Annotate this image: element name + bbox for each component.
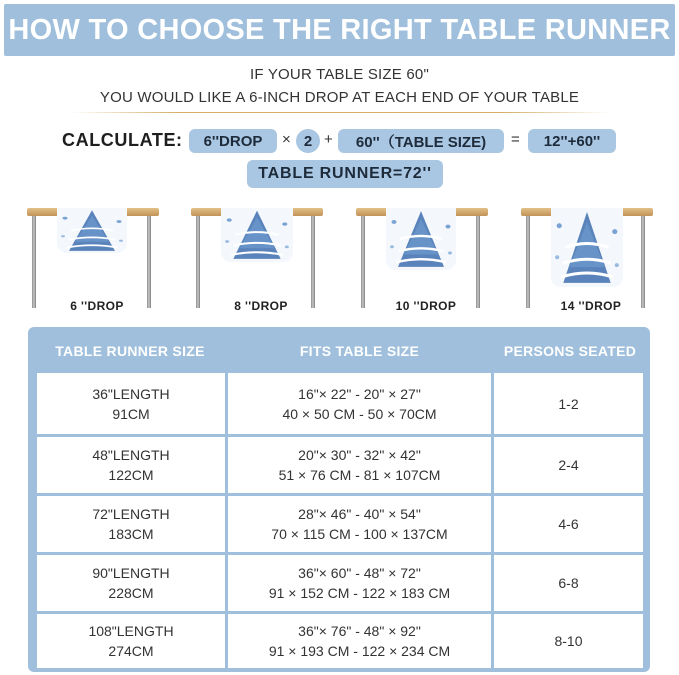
drop-label: 14 ''DROP: [560, 299, 622, 313]
persons-cell: [494, 373, 643, 434]
persons-seated-value: 4-6: [558, 516, 579, 532]
runner-length-inch: 90"LENGTH: [92, 565, 170, 581]
runner-drop: [386, 208, 456, 270]
drop-label: 6 ''DROP: [70, 299, 124, 313]
runner-length-inch: 72"LENGTH: [92, 506, 170, 522]
fits-size-inch: 16"× 22" - 20" × 27": [298, 385, 421, 402]
persons-seated-value: 6-8: [558, 575, 579, 591]
equals-sign: =: [511, 131, 520, 148]
table-row: [37, 614, 643, 668]
runner-size-cell: [37, 496, 225, 552]
persons-cell: [494, 437, 643, 493]
table-leg: [526, 216, 530, 308]
size-table: [28, 327, 650, 672]
persons-seated-value: 8-10: [554, 633, 583, 649]
fits-table-cell: [228, 437, 491, 493]
runner-drop: [57, 208, 127, 253]
drop-illustration: [27, 205, 167, 317]
fits-size-inch: 20"× 30" - 32" × 42": [298, 447, 421, 463]
drop-illustration: [521, 205, 661, 317]
table-leg: [311, 216, 315, 308]
title-banner: [4, 4, 675, 56]
divider: [70, 112, 610, 113]
runner-length-cm: 183CM: [108, 526, 154, 542]
fits-size-inch: 36"× 60" - 48" × 72": [298, 565, 421, 581]
runner-size-cell: [37, 555, 225, 611]
header-fits-table-size: FITS TABLE SIZE: [299, 343, 420, 359]
intro-line-2: YOU WOULD LIKE A 6-INCH DROP AT EACH END OF YOUR TABLE: [99, 89, 580, 106]
table-row: [37, 437, 643, 493]
persons-cell: [494, 614, 643, 668]
table-row: [37, 373, 643, 434]
fits-table-cell: [228, 373, 491, 434]
sum-pill: 12''+60'': [528, 129, 616, 153]
fits-table-cell: [228, 614, 491, 668]
page-title: HOW TO CHOOSE THE RIGHT TABLE RUNNER: [8, 13, 671, 46]
factor-pill: 2: [296, 129, 320, 153]
fits-size-inch: 36"× 76" - 48" × 92": [298, 623, 421, 639]
runner-length-inch: 48"LENGTH: [92, 447, 170, 463]
runner-size-cell: [37, 614, 225, 668]
table-row: [37, 555, 643, 611]
runner-length-cm: 228CM: [108, 585, 154, 601]
plus-sign: +: [324, 131, 333, 148]
runner-drop: [551, 208, 623, 287]
runner-length-inch: 36"LENGTH: [92, 385, 170, 402]
runner-drop: [221, 208, 293, 262]
fits-size-cm: 91 × 193 CM - 122 × 234 CM: [268, 643, 451, 659]
fits-size-inch: 28"× 46" - 40" × 54": [298, 506, 421, 522]
runner-size-cell: [37, 373, 225, 434]
table-leg: [641, 216, 645, 308]
table-leg: [361, 216, 365, 308]
drop-illustration: [191, 205, 331, 317]
table-size-pill: 60''（TABLE SIZE): [338, 129, 504, 153]
calculate-label: CALCULATE:: [62, 130, 183, 150]
drop-label: 8 ''DROP: [234, 299, 288, 313]
runner-length-inch: 108"LENGTH: [88, 623, 174, 639]
fits-size-cm: 70 × 115 CM - 100 × 137CM: [271, 526, 448, 542]
runner-length-cm: 122CM: [108, 467, 154, 483]
table-row: [37, 496, 643, 552]
fits-size-cm: 91 × 152 CM - 122 × 183 CM: [268, 585, 451, 601]
persons-seated-value: 1-2: [558, 395, 579, 412]
persons-cell: [494, 555, 643, 611]
intro-line-1: IF YOUR TABLE SIZE 60": [250, 66, 429, 83]
table-leg: [196, 216, 200, 308]
fits-table-cell: [228, 555, 491, 611]
fits-size-cm: 51 × 76 CM - 81 × 107CM: [278, 467, 441, 483]
table-leg: [147, 216, 151, 308]
persons-seated-value: 2-4: [558, 457, 579, 473]
drop-label: 10 ''DROP: [395, 299, 457, 313]
result-pill: TABLE RUNNER=72'': [247, 160, 443, 188]
runner-length-cm: 91CM: [112, 405, 150, 422]
calculation-row: [0, 129, 679, 153]
table-leg: [476, 216, 480, 308]
persons-cell: [494, 496, 643, 552]
runner-size-cell: [37, 437, 225, 493]
drop-pill: 6''DROP: [189, 129, 277, 153]
drop-illustration: [356, 205, 496, 317]
fits-size-cm: 40 × 50 CM - 50 × 70CM: [282, 405, 437, 422]
header-runner-size: TABLE RUNNER SIZE: [55, 343, 205, 359]
multiply-sign: ×: [282, 131, 291, 148]
table-leg: [32, 216, 36, 308]
header-persons-seated: PERSONS SEATED: [503, 343, 637, 359]
runner-length-cm: 274CM: [108, 643, 154, 659]
fits-table-cell: [228, 496, 491, 552]
